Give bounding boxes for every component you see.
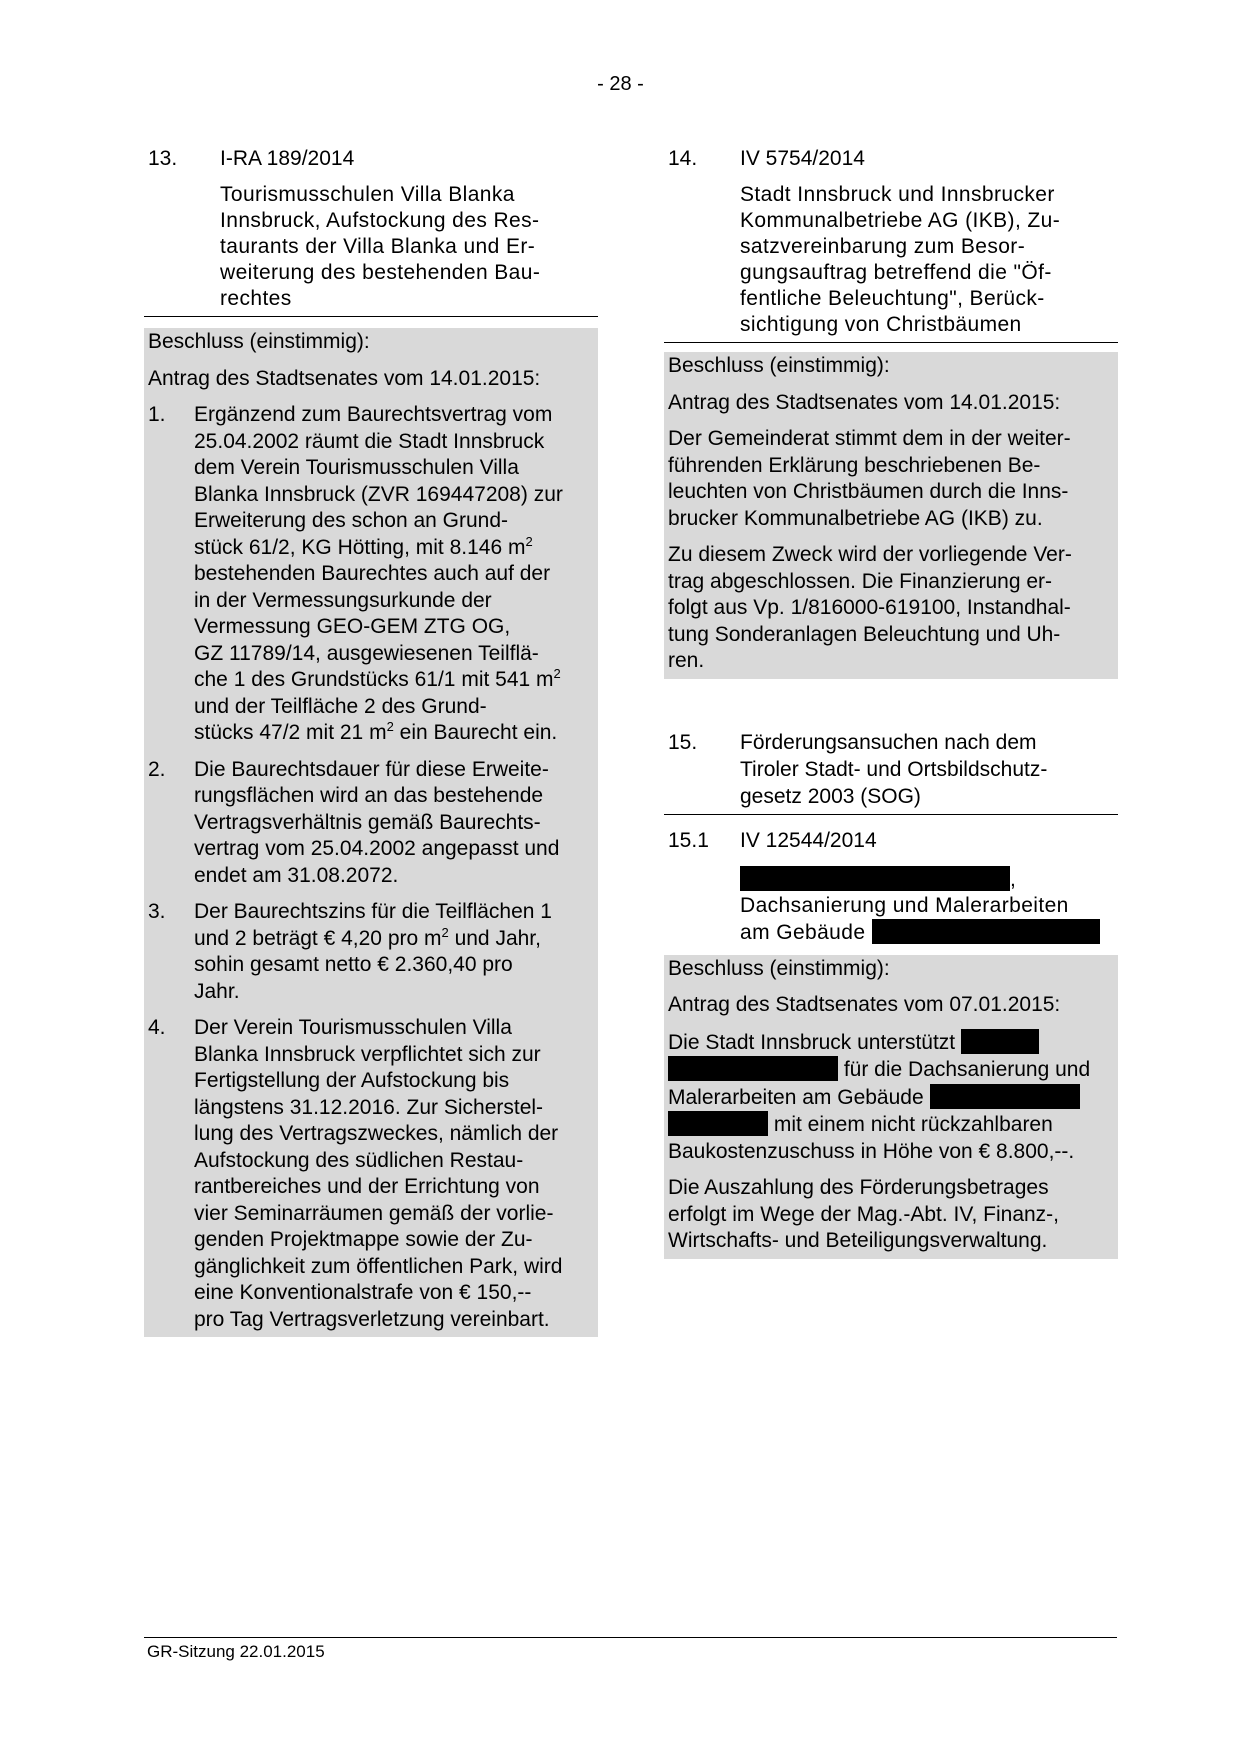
text-span: che 1 des Grundstücks 61/1 mit 541 m (194, 668, 554, 691)
item-number: 15. (668, 730, 698, 754)
text-line: genden Projektmappe sowie der Zu- (194, 1228, 533, 1251)
text-line: Erweiterung des schon an Grund- (194, 509, 509, 532)
motion-label: Antrag des Stadtsenates vom 14.01.2015: (148, 366, 541, 390)
text-line: gänglichkeit zum öffentlichen Park, wird (194, 1254, 563, 1278)
text-line: in der Vermessungsurkunde der (194, 588, 492, 612)
title-line: Dachsanierung und Malerarbeiten (740, 893, 1069, 917)
text-line: Die Baurechtsdauer für diese Erweite- (194, 757, 549, 781)
text-line: ren. (668, 649, 705, 672)
text-line: Aufstockung des südlichen Restau- (194, 1148, 524, 1172)
right-column (664, 145, 1118, 1259)
list-item (148, 402, 594, 747)
title-line (740, 919, 1110, 946)
text-line: Zu diesem Zweck wird der vorliegende Ver- (668, 543, 1072, 566)
text-line: endet am 31.08.2072. (194, 863, 399, 887)
text-line (668, 1111, 1114, 1139)
text-line: Baukostenzuschuss in Höhe von € 8.800,--. (668, 1139, 1075, 1163)
redaction-block (930, 1084, 1080, 1109)
text-span: für die Dachsanierung und (838, 1058, 1091, 1081)
item-15-1-resolution (664, 955, 1118, 1259)
text-line: rungsflächen wird an das bestehende (194, 784, 544, 807)
superscript: 2 (553, 666, 561, 681)
decision-label: Beschluss (einstimmig): (668, 354, 890, 377)
superscript: 2 (386, 719, 394, 734)
redaction-block (872, 919, 1100, 944)
text-line: Ergänzend zum Baurechtsvertrag vom (194, 403, 553, 426)
item-14-heading (664, 145, 1118, 172)
text-line: lung des Vertragszweckes, nämlich der (194, 1122, 559, 1145)
redaction-block (668, 1056, 838, 1081)
paragraph (668, 1029, 1114, 1166)
text-line: längstens 31.12.2016. Zur Sicherstel- (194, 1095, 544, 1119)
item-reference: IV 5754/2014 (740, 147, 865, 170)
text-span: Die Stadt Innsbruck unterstützt (668, 1030, 956, 1054)
text-line: rantbereiches und der Errichtung von (194, 1175, 540, 1198)
list-item (148, 757, 594, 890)
text-line: Der Verein Tourismusschulen Villa (194, 1016, 512, 1039)
redaction-block (740, 866, 1010, 891)
item-13-title (220, 182, 598, 312)
text-line: leuchten von Christbäumen durch die Inns- (668, 480, 1069, 503)
text-line (194, 667, 594, 694)
title-line: rechtes (220, 287, 292, 310)
list-number: 2. (148, 757, 166, 781)
title-line: Tiroler Stadt- und Ortsbildschutz- (740, 757, 1048, 781)
text-line: bestehenden Baurechtes auch auf der (194, 562, 551, 585)
list-item (148, 899, 594, 1005)
item-15-1-heading (664, 827, 1118, 854)
text-line: Blanka Innsbruck (ZVR 169447208) zur (194, 482, 563, 506)
text-line: sohin gesamt netto € 2.360,40 pro (194, 953, 513, 976)
item-number: 13. (148, 147, 178, 170)
title-line: gungsauftrag betreffend die "Öf- (740, 261, 1052, 284)
text-span: am Gebäude (740, 920, 866, 944)
title-line: sichtigung von Christbäumen (740, 313, 1022, 336)
superscript: 2 (525, 533, 533, 549)
text-line: eine Konventionalstrafe von € 150,-- (194, 1281, 532, 1304)
text-line: dem Verein Tourismusschulen Villa (194, 456, 519, 479)
text-span: und 2 beträgt € 4,20 pro m (194, 926, 442, 950)
text-span: ein Baurecht ein. (393, 721, 558, 744)
text-line: Der Gemeinderat stimmt dem in der weiter- (668, 427, 1071, 450)
text-span: , (1010, 867, 1017, 891)
text-span: mit einem nicht rückzahlbaren (768, 1113, 1053, 1136)
title-line: taurants der Villa Blanka und Er- (220, 235, 536, 258)
item-14-resolution (664, 352, 1118, 679)
text-line: Vermessung GEO-GEM ZTG OG, (194, 615, 511, 638)
paragraph (668, 542, 1114, 675)
text-line: Fertigstellung der Aufstockung bis (194, 1069, 510, 1092)
text-line: und der Teilfläche 2 des Grund- (194, 694, 487, 718)
decision-label: Beschluss (einstimmig): (668, 956, 890, 980)
text-line: Die Auszahlung des Förderungsbetrages (668, 1176, 1049, 1199)
paragraph (668, 1175, 1114, 1255)
text-line (194, 535, 594, 562)
title-line: Innsbruck, Aufstockung des Res- (220, 209, 540, 232)
title-line: Förderungsansuchen nach dem (740, 730, 1037, 754)
text-line: Wirtschafts- und Beteiligungsverwaltung. (668, 1229, 1048, 1252)
item-14-title (740, 182, 1118, 338)
item-reference: I-RA 189/2014 (220, 147, 355, 170)
text-line: pro Tag Vertragsverletzung vereinbart. (194, 1307, 550, 1331)
text-line: Der Baurechtszins für die Teilflächen 1 (194, 900, 552, 923)
title-line: Stadt Innsbruck und Innsbrucker (740, 183, 1055, 206)
list-number: 3. (148, 900, 166, 923)
text-line: GZ 11789/14, ausgewiesenen Teilflä- (194, 641, 539, 665)
title-line: Tourismusschulen Villa Blanka (220, 183, 515, 206)
item-15-1-title (740, 866, 1118, 946)
superscript: 2 (441, 924, 449, 940)
text-line: vertrag vom 25.04.2002 angepasst und (194, 837, 560, 860)
divider (664, 814, 1118, 815)
page-number: - 28 - (597, 73, 644, 95)
text-line (194, 926, 594, 953)
title-line: gesetz 2003 (SOG) (740, 784, 921, 808)
footer-divider (144, 1637, 1117, 1638)
title-line (740, 866, 1110, 893)
title-line: fentliche Beleuchtung", Berück- (740, 287, 1045, 310)
text-line (668, 1084, 1114, 1112)
text-line: folgt aus Vp. 1/816000-619100, Instandhal- (668, 596, 1071, 619)
title-line: satzvereinbarung zum Besor- (740, 235, 1026, 258)
text-line: führenden Erklärung beschriebenen Be- (668, 453, 1041, 477)
text-line: Blanka Innsbruck verpflichtet sich zur (194, 1042, 541, 1066)
list-number: 4. (148, 1016, 166, 1039)
redaction-block (961, 1029, 1039, 1054)
list-number: 1. (148, 403, 166, 426)
text-line: Jahr. (194, 979, 240, 1003)
text-span: Malerarbeiten am Gebäude (668, 1085, 924, 1109)
footer-text: GR-Sitzung 22.01.2015 (147, 1642, 325, 1661)
text-line: trag abgeschlossen. Die Finanzierung er- (668, 569, 1053, 593)
text-line (668, 1056, 1114, 1084)
item-15-heading (664, 729, 1118, 810)
divider (144, 316, 598, 317)
text-line (194, 720, 594, 747)
text-line: brucker Kommunalbetriebe AG (IKB) zu. (668, 506, 1043, 530)
title-line: Kommunalbetriebe AG (IKB), Zu- (740, 209, 1061, 232)
list-item (148, 1015, 594, 1333)
motion-label: Antrag des Stadtsenates vom 07.01.2015: (668, 993, 1061, 1016)
decision-label: Beschluss (einstimmig): (148, 330, 370, 353)
text-line (668, 1029, 1114, 1057)
item-13-resolution (144, 328, 598, 1337)
text-line: vier Seminarräumen gemäß der vorlie- (194, 1201, 554, 1225)
paragraph (668, 426, 1114, 532)
text-line: Vertragsverhältnis gemäß Baurechts- (194, 810, 541, 834)
text-line: tung Sonderanlagen Beleuchtung und Uh- (668, 622, 1061, 646)
text-span: und Jahr, (448, 926, 541, 950)
item-number: 15.1 (668, 828, 709, 852)
redaction-block (668, 1111, 768, 1136)
motion-label: Antrag des Stadtsenates vom 14.01.2015: (668, 390, 1061, 414)
text-line: erfolgt im Wege der Mag.-Abt. IV, Finanz-, (668, 1202, 1060, 1226)
divider (664, 342, 1118, 343)
text-span: stücks 47/2 mit 21 m (194, 721, 387, 744)
text-line: 25.04.2002 räumt die Stadt Innsbruck (194, 429, 545, 453)
title-line: weiterung des bestehenden Bau- (220, 261, 541, 284)
item-13-heading (144, 145, 598, 172)
item-reference: IV 12544/2014 (740, 828, 877, 852)
item-number: 14. (668, 147, 698, 170)
left-column (144, 145, 598, 1337)
text-span: stück 61/2, KG Hötting, mit 8.146 m (194, 535, 526, 559)
